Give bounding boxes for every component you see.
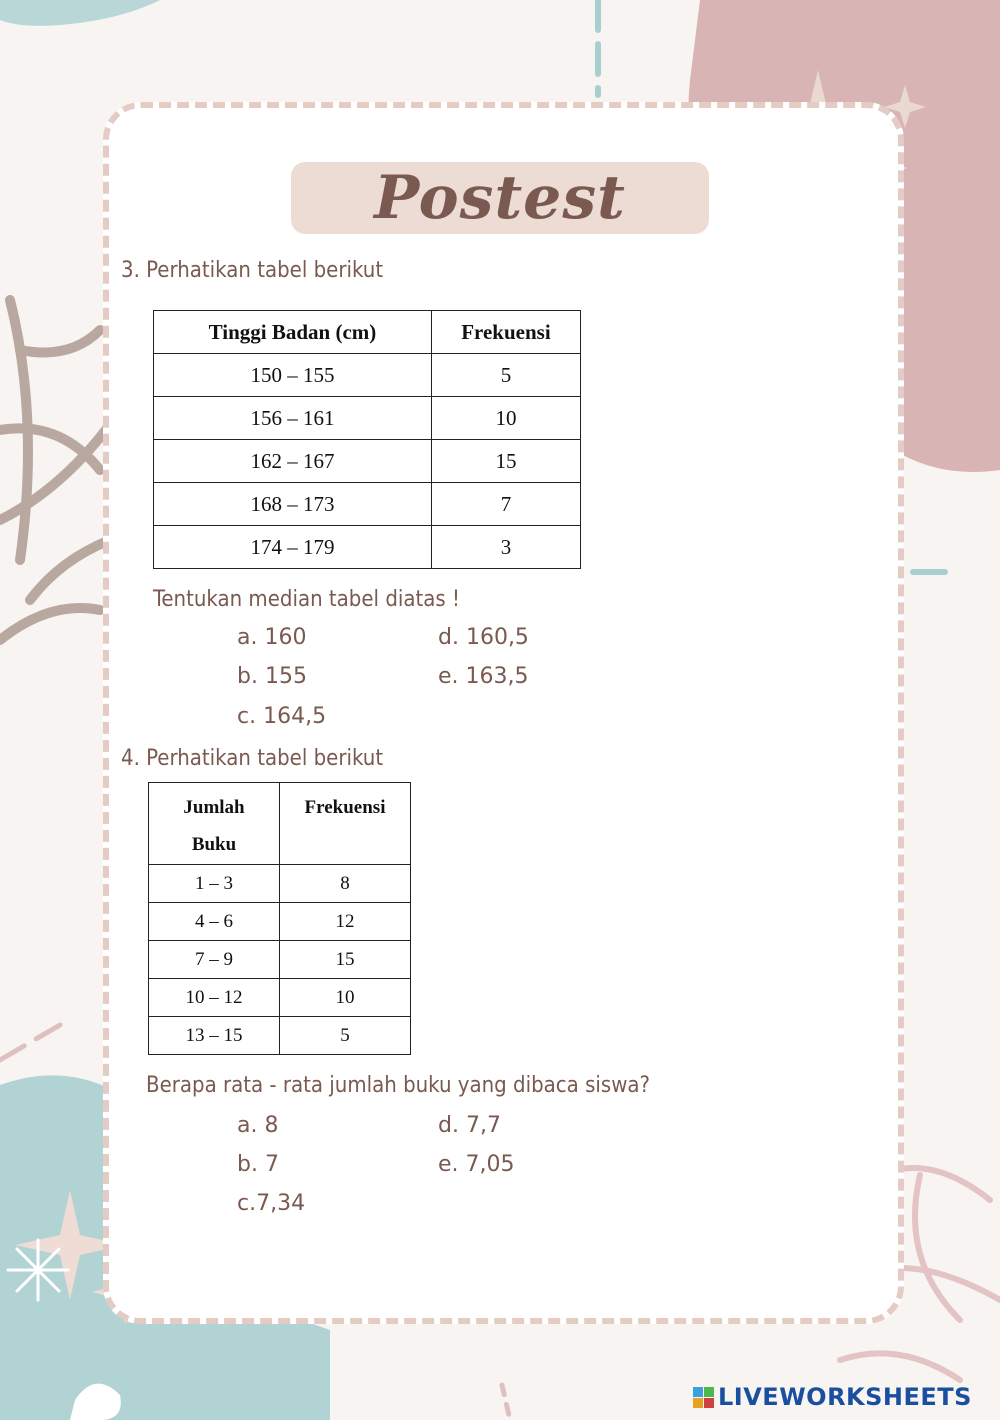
question-3-prompt: 3. Perhatikan tabel berikut	[121, 258, 384, 283]
table-row	[149, 941, 411, 979]
table-row	[154, 354, 581, 397]
table-cell: 1 – 3	[149, 865, 280, 903]
table-cell: 150 – 155	[154, 354, 432, 397]
table-cell: 156 – 161	[154, 397, 432, 440]
question-3-instruction: Tentukan median tabel diatas !	[153, 587, 460, 612]
table-cell: 12	[280, 903, 411, 941]
table-row	[154, 483, 581, 526]
question-4-option-a[interactable]: a. 8	[237, 1113, 279, 1138]
table-cell: 5	[431, 354, 580, 397]
question-4-option-e[interactable]: e. 7,05	[438, 1152, 515, 1177]
table-row	[154, 397, 581, 440]
header-line: Buku	[191, 834, 237, 855]
question-3-option-e[interactable]: e. 163,5	[438, 664, 529, 689]
table-cell: 13 – 15	[149, 1017, 280, 1055]
question-3-option-a[interactable]: a. 160	[237, 625, 307, 650]
table-header-cell	[149, 783, 280, 865]
table-cell: 15	[431, 440, 580, 483]
table-cell: 8	[280, 865, 411, 903]
question-4-option-b[interactable]: b. 7	[237, 1152, 279, 1177]
title-banner	[291, 162, 709, 234]
table-cell: 3	[431, 526, 580, 569]
table-cell: 174 – 179	[154, 526, 432, 569]
table-cell: 10	[431, 397, 580, 440]
table-cell: 4 – 6	[149, 903, 280, 941]
table-row	[149, 1017, 411, 1055]
question-3-table	[153, 310, 581, 569]
question-4-option-d[interactable]: d. 7,7	[438, 1113, 501, 1138]
question-3-option-c[interactable]: c. 164,5	[237, 704, 327, 729]
table-row	[149, 903, 411, 941]
question-4-option-c[interactable]: c.7,34	[237, 1191, 306, 1216]
table-cell: 5	[280, 1017, 411, 1055]
table-row	[154, 526, 581, 569]
page-title: Postest	[374, 163, 626, 233]
footer-brand[interactable]	[693, 1382, 972, 1412]
table-header-cell: Frekuensi	[280, 783, 411, 865]
table-cell: 7	[431, 483, 580, 526]
question-3-option-d[interactable]: d. 160,5	[438, 625, 529, 650]
table-header-row	[149, 783, 411, 865]
table-cell: 10	[280, 979, 411, 1017]
liveworksheets-logo-icon	[693, 1387, 714, 1408]
brand-name: LIVEWORKSHEETS	[718, 1383, 972, 1411]
question-4-prompt: 4. Perhatikan tabel berikut	[121, 746, 384, 771]
table-cell: 7 – 9	[149, 941, 280, 979]
table-row	[149, 865, 411, 903]
table-row	[154, 440, 581, 483]
table-cell: 10 – 12	[149, 979, 280, 1017]
question-4-table	[148, 782, 411, 1055]
question-4-instruction: Berapa rata - rata jumlah buku yang dibaca siswa?	[146, 1073, 651, 1098]
table-header-cell: Frekuensi	[431, 311, 580, 354]
worksheet-card	[103, 102, 904, 1324]
table-cell: 168 – 173	[154, 483, 432, 526]
table-row	[149, 979, 411, 1017]
table-header-row	[154, 311, 581, 354]
table-header-cell: Tinggi Badan (cm)	[154, 311, 432, 354]
table-cell: 15	[280, 941, 411, 979]
table-cell: 162 – 167	[154, 440, 432, 483]
question-3-option-b[interactable]: b. 155	[237, 664, 307, 689]
header-line: Jumlah	[183, 797, 245, 818]
